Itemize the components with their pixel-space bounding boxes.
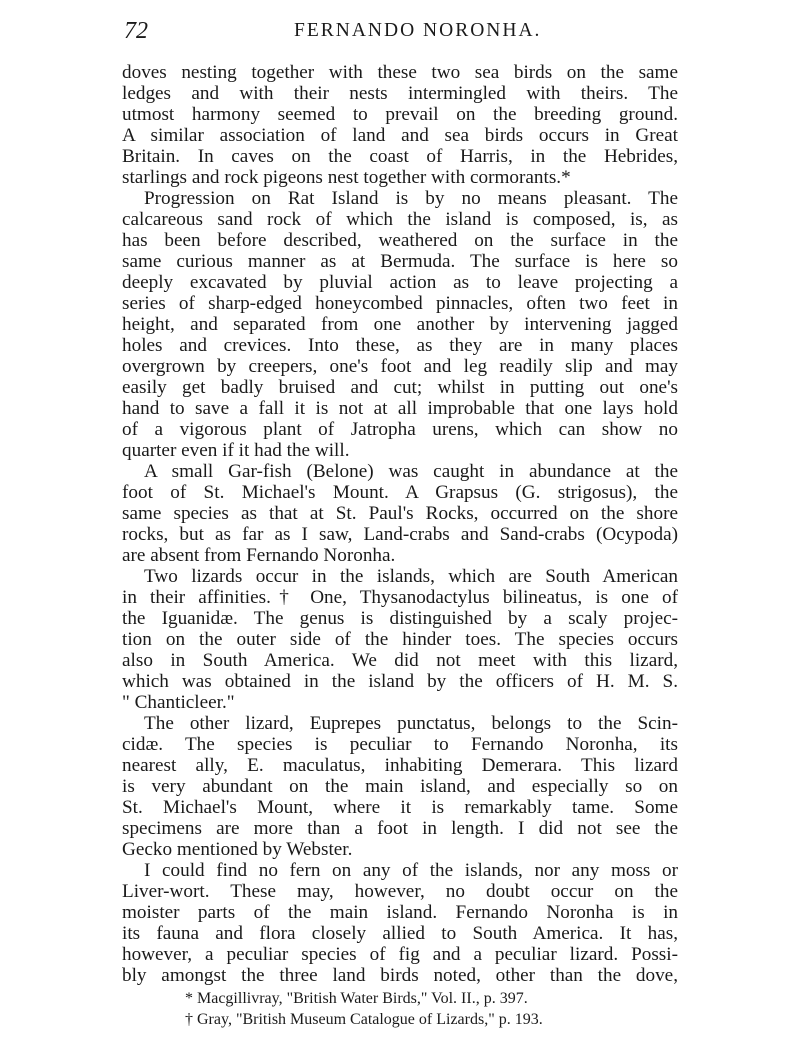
text-line: The other lizard, Euprepes punctatus, belongs to the Scin- xyxy=(144,713,678,734)
text-line: Liver-wort. These may, however, no doubt occur on the xyxy=(122,881,678,902)
text-line: its fauna and flora closely allied to South America. It has, xyxy=(122,923,678,944)
footnote: * Macgillivray, "British Water Birds," Vol. II., p. 397. xyxy=(185,990,528,1007)
text-line: same curious manner as at Bermuda. The surface is here so xyxy=(122,251,678,272)
text-line: which was obtained in the island by the officers of H. M. S. xyxy=(122,671,678,692)
text-line: are absent from Fernando Noronha. xyxy=(122,545,396,566)
text-line: utmost harmony seemed to prevail on the breeding ground. xyxy=(122,104,678,125)
text-line: cidæ. The species is peculiar to Fernando Noronha, its xyxy=(122,734,678,755)
footnote: † Gray, "British Museum Catalogue of Lizards," p. 193. xyxy=(185,1011,543,1028)
text-line: Progression on Rat Island is by no means pleasant. The xyxy=(144,188,678,209)
text-line: foot of St. Michael's Mount. A Grapsus (G. strigosus), the xyxy=(122,482,678,503)
text-line: I could find no fern on any of the islands, nor any moss or xyxy=(144,860,678,881)
page-header xyxy=(0,18,800,52)
text-line: is very abundant on the main island, and especially so on xyxy=(122,776,678,797)
text-line: in their affinities.† One, Thysanodactylus bilineatus, is one of xyxy=(122,587,678,608)
text-line: doves nesting together with these two sea birds on the same xyxy=(122,62,678,83)
text-line: easily get badly bruised and cut; whilst in putting out one's xyxy=(122,377,678,398)
text-line: calcareous sand rock of which the island is composed, is, as xyxy=(122,209,678,230)
text-line: A small Gar-fish (Belone) was caught in abundance at the xyxy=(144,461,678,482)
running-title: FERNANDO NORONHA. xyxy=(294,20,542,41)
text-line: of a vigorous plant of Jatropha urens, which can show no xyxy=(122,419,678,440)
text-line: Two lizards occur in the islands, which are South American xyxy=(144,566,678,587)
text-line: tion on the outer side of the hinder toes. The species occurs xyxy=(122,629,678,650)
text-line: bly amongst the three land birds noted, other than the dove, xyxy=(122,965,678,986)
text-line: rocks, but as far as I saw, Land-crabs and Sand-crabs (Ocypoda) xyxy=(122,524,678,545)
text-line: nearest ally, E. maculatus, inhabiting Demerara. This lizard xyxy=(122,755,678,776)
text-line: Britain. In caves on the coast of Harris, in the Hebrides, xyxy=(122,146,678,167)
text-line: series of sharp-edged honeycombed pinnacles, often two feet in xyxy=(122,293,678,314)
body-text xyxy=(122,62,678,986)
text-line: ledges and with their nests intermingled with theirs. The xyxy=(122,83,678,104)
footnotes xyxy=(185,988,645,1030)
text-line: height, and separated from one another by intervening jagged xyxy=(122,314,678,335)
text-line: moister parts of the main island. Fernando Noronha is in xyxy=(122,902,678,923)
text-line: starlings and rock pigeons nest together with cormorants.* xyxy=(122,167,571,188)
text-line: the Iguanidæ. The genus is distinguished by a scaly projec- xyxy=(122,608,678,629)
text-line: holes and crevices. Into these, as they are in many places xyxy=(122,335,678,356)
page-number: 72 xyxy=(124,18,148,44)
text-line: A similar association of land and sea birds occurs in Great xyxy=(122,125,678,146)
text-line: also in South America. We did not meet with this lizard, xyxy=(122,650,678,671)
text-line: same species as that at St. Paul's Rocks, occurred on the shore xyxy=(122,503,678,524)
text-line: has been before described, weathered on the surface in the xyxy=(122,230,678,251)
text-line: quarter even if it had the will. xyxy=(122,440,350,461)
text-line: " Chanticleer." xyxy=(122,692,235,713)
text-line: overgrown by creepers, one's foot and leg readily slip and may xyxy=(122,356,678,377)
text-line: hand to save a fall it is not at all improbable that one lays hold xyxy=(122,398,678,419)
text-line: specimens are more than a foot in length. I did not see the xyxy=(122,818,678,839)
text-line: St. Michael's Mount, where it is remarkably tame. Some xyxy=(122,797,678,818)
text-line: deeply excavated by pluvial action as to leave projecting a xyxy=(122,272,678,293)
text-line: however, a peculiar species of fig and a peculiar lizard. Possi- xyxy=(122,944,678,965)
text-line: Gecko mentioned by Webster. xyxy=(122,839,353,860)
